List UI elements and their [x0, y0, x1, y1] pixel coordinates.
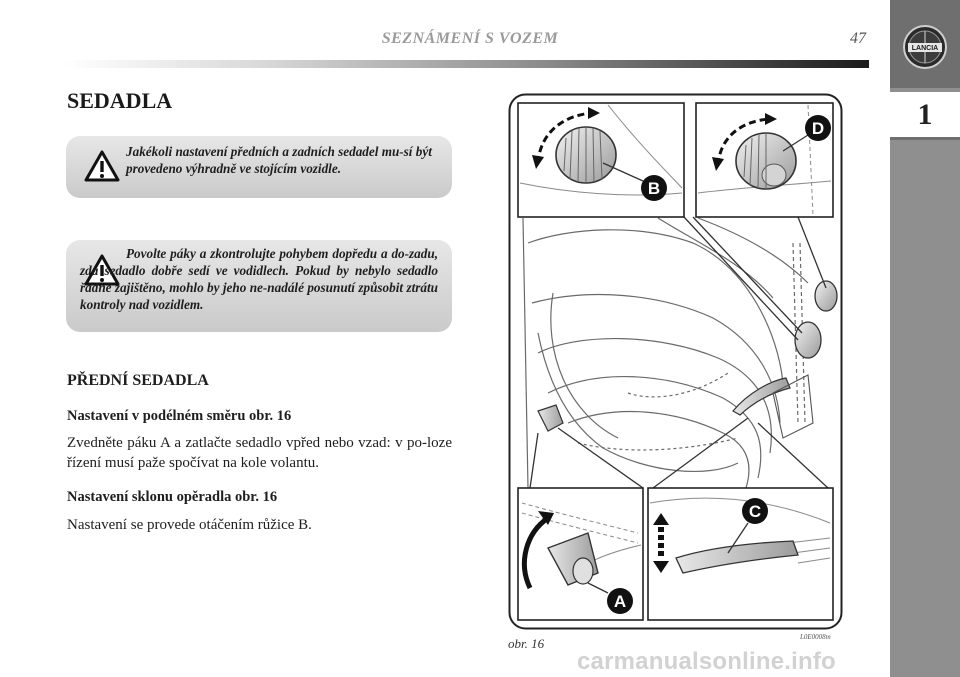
logo-text: LANCIA	[911, 45, 939, 52]
lancia-logo-icon	[902, 24, 948, 70]
watermark-text: carmanualsonline.info	[577, 648, 836, 675]
label-d: D	[811, 119, 825, 138]
running-header-title: SEZNÁMENÍ S VOZEM	[381, 30, 559, 47]
page-number: 47	[850, 30, 866, 47]
paragraph-heading: Nastavení v podélném směru obr. 16	[67, 408, 292, 424]
seat-adjustment-illustration	[508, 93, 843, 630]
chapter-tab[interactable]	[890, 92, 960, 140]
label-b: B	[647, 179, 661, 198]
subsection-title: PŘEDNÍ SEDADLA	[67, 372, 209, 389]
label-c: C	[748, 502, 762, 521]
warning-box	[66, 136, 452, 198]
header-rule	[65, 60, 869, 68]
paragraph-text: Nastavení se provede otáčením růžice B.	[67, 517, 312, 533]
label-a: A	[613, 592, 627, 611]
figure-code: L0E0008m	[800, 633, 831, 641]
warning-box	[66, 240, 452, 332]
figure-caption: obr. 16	[508, 636, 545, 651]
logo-box	[890, 0, 960, 88]
warning-text: Povolte páky a zkontrolujte pohybem dopředu a do-zadu, zda sedadlo dobře sedí ve vodidlech. Pokud by nebylo sedadlo řádně zajištěno, mohlo by jeho ne-nadálé posunutí způsobit ztrátu kontroly nad vozidlem.	[80, 246, 438, 312]
chapter-number: 1	[917, 98, 933, 131]
warning-triangle-icon	[84, 150, 120, 182]
warning-text: Jakékoli nastavení předních a zadních sedadel mu-sí být provedeno výhradně ve stojícím vozidle.	[126, 144, 432, 176]
paragraph-heading: Nastavení sklonu opěradla obr. 16	[67, 489, 278, 505]
chapter-sidebar	[890, 0, 960, 677]
section-title: SEDADLA	[67, 88, 173, 113]
paragraph-text: Zvedněte páku A a zatlačte sedadlo vpřed nebo vzad: v po-loze řízení musí paže spočívat na kole volantu.	[67, 435, 452, 471]
